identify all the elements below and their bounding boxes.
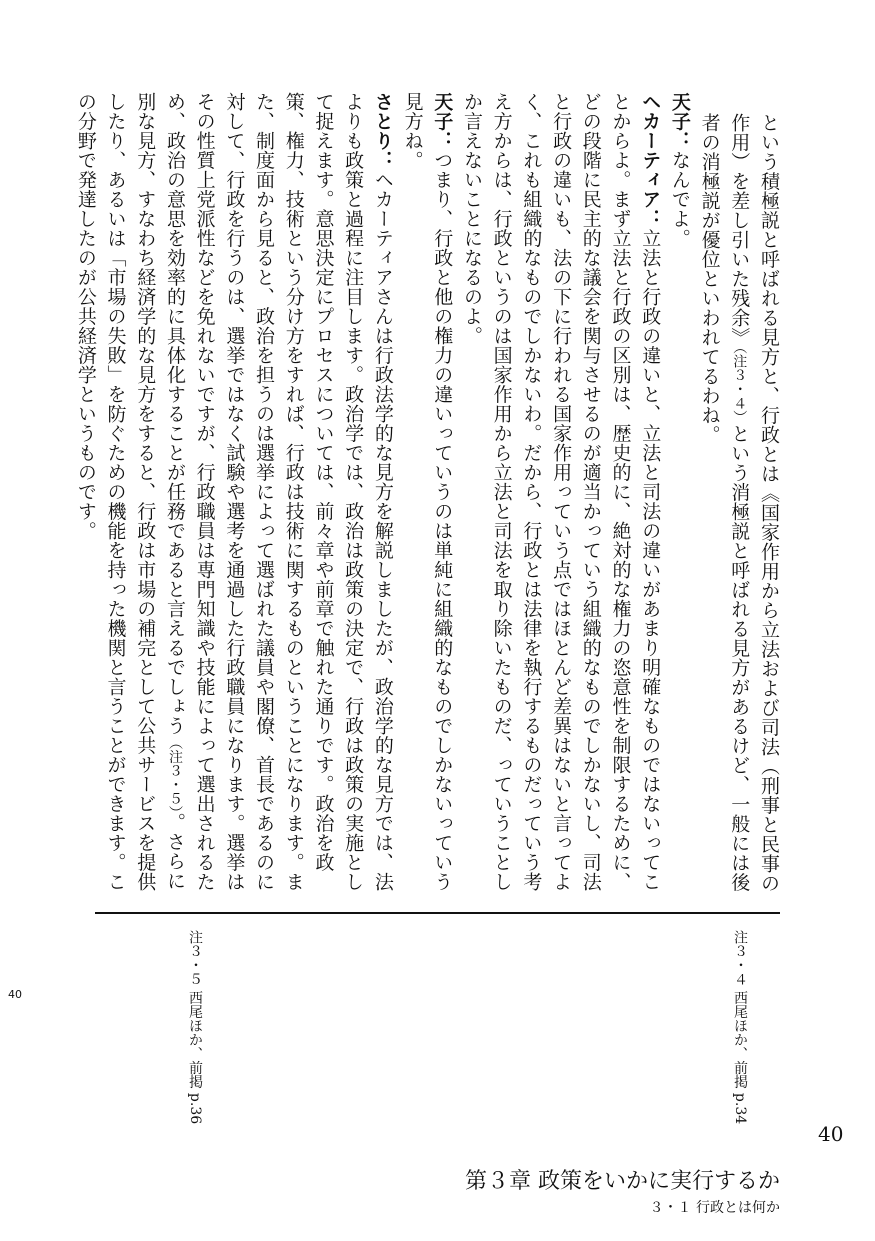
speaker-label: 天子： xyxy=(668,92,691,151)
paragraph-text: つまり、行政と他の権力の違いっていうのは単純に組織的なものでしかないっていう見方ね。 xyxy=(401,92,454,892)
paragraph-text: 。さらに別な見方、すなわち経済学的な見方をすると、行政は市場の補完として公共サービスを提供したり、あるいは「市場の失敗」を防ぐための機能を持った機関と言うことができます。この分野で発達したのが公共経済学というものです。 xyxy=(74,92,186,892)
section-title: ３・１ 行政とは何か xyxy=(649,1200,780,1216)
speaker-label: さとり： xyxy=(371,92,394,170)
note-ref: （注３・４） xyxy=(731,347,748,424)
main-text xyxy=(74,92,783,902)
note-ref: （注３・５） xyxy=(166,735,183,813)
paragraph-text: ヘカーティアさんは行政法学的な見方を解説しましたが、政治学的な見方では、法よりも政策と過程に注目します。政治学では、政治は政策の決定で、行政は政策の実施として捉えます。意思決定にプロセスについては、前々章や前章で触れた通りです。政治を政策、権力、技術という分け方をすれば、行政は技術に関するものということになります。また、制度面から見ると、政治を担うのは選挙によって選ばれた議員や閣僚、首長であるのに対して、行政を行うのは、選挙ではなく試験や選考を通過した行政職員になります。選挙はその性質上党派性などを免れないですが、行政職員は専門知識や技能によって選出されるため、政治の意思を効率的に具体化することが任務であると言えるでしょう xyxy=(163,92,394,892)
paragraph-text: という積極説と呼ばれる見方と、行政とは《国家作用から立法および司法（刑事と民事の作用）を差し引いた残余》 xyxy=(728,113,780,893)
page-number: 40 xyxy=(818,1122,844,1146)
chapter-title: 第３章 政策をいかに実行するか xyxy=(465,1169,780,1194)
paragraph xyxy=(397,92,456,902)
paragraph xyxy=(694,92,783,902)
paragraph xyxy=(456,92,664,902)
paragraph-text: という消極説と呼ばれる見方があるけど、一般には後者の消極説が優位といわれてるわね。 xyxy=(698,113,751,892)
page-number-small: 40 xyxy=(8,988,22,1001)
paragraph-text: なんでよ。 xyxy=(668,150,691,248)
footnote-divider xyxy=(95,912,780,914)
speaker-label: ヘカーティア： xyxy=(639,92,662,229)
paragraph-text: 立法と行政の違いと、立法と司法の違いがあまり明確なものではないってことからよ。まず立法と行政の区別は、歴史的に、絶対的な権力の恣意性を制限するために、どの段階に民主的な議会を関与させるのが適当かっていう組織的なものでしかないし、司法と行政の違いも、法の下に行われる国家作用っていう点ではほとんど差異はないと言ってよく、これも組織的なものでしかないわ。だから、行政とは法律を執行するものだっていう考え方からは、行政というのは国家作用から立法と司法を取り除いたものだ、っていうことしか言えないことになるのよ。 xyxy=(460,92,662,892)
paragraph xyxy=(664,92,694,902)
footnote: 注３・５ 西尾ほか、前掲 p.36 xyxy=(187,930,203,1125)
footnote: 注３・４ 西尾ほか、前掲 p.34 xyxy=(732,930,748,1125)
speaker-label: 天子： xyxy=(431,92,454,151)
paragraph xyxy=(70,92,397,902)
